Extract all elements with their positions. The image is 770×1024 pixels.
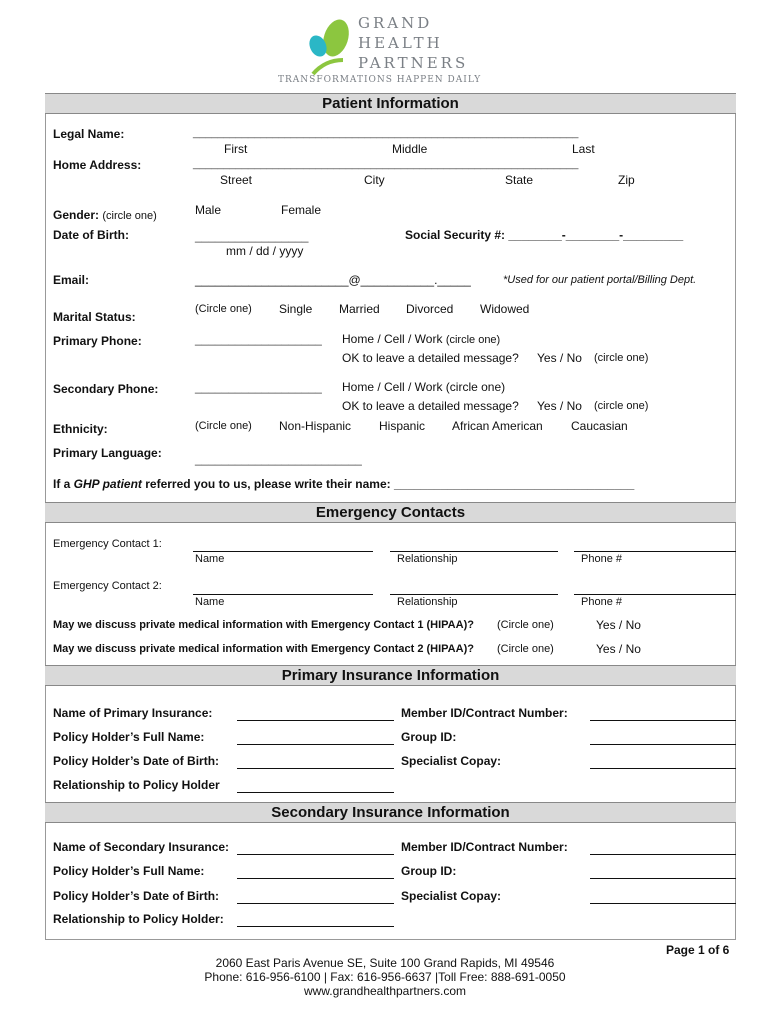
primary-holder-dob-line[interactable] — [237, 768, 394, 769]
primary-phone-label: Primary Phone: — [53, 334, 142, 348]
ec2-relationship-line[interactable] — [390, 594, 558, 595]
secondary-copay-label: Specialist Copay: — [401, 889, 502, 903]
ec1-name-line[interactable] — [193, 551, 373, 552]
secondary-phone-type[interactable]: Home / Cell / Work (circle one) — [342, 380, 506, 394]
ec1-relationship-line[interactable] — [390, 551, 558, 552]
emergency-contact-2-label: Emergency Contact 2: — [53, 580, 162, 592]
legal-name-field[interactable]: _______________________________________________________________ — [193, 127, 579, 139]
zip-caption: Zip — [618, 173, 635, 187]
primary-group-id-line[interactable] — [590, 744, 736, 745]
primary-ins-name-line[interactable] — [237, 720, 394, 721]
marital-married[interactable]: Married — [339, 302, 380, 316]
referral-suffix: referred you to us, please write their name: ____________________________________ — [141, 477, 635, 491]
primary-language-label: Primary Language: — [53, 446, 162, 460]
ec1-phone-line[interactable] — [574, 551, 736, 552]
gender-label — [53, 208, 157, 222]
emergency-contacts-header: Emergency Contacts — [45, 502, 736, 523]
primary-phone-type-note: (circle one) — [445, 334, 501, 346]
secondary-insurance-header: Secondary Insurance Information — [45, 802, 736, 823]
primary-ok-note: (circle one) — [594, 352, 649, 364]
email-field[interactable]: _______________________@___________._____ — [195, 273, 471, 287]
primary-member-id-line[interactable] — [590, 720, 736, 721]
primary-holder-name-label: Policy Holder’s Full Name: — [53, 730, 205, 744]
home-address-label: Home Address: — [53, 158, 142, 172]
primary-relationship-line[interactable] — [237, 792, 394, 793]
secondary-holder-name-line[interactable] — [237, 878, 394, 879]
primary-ok-yes-no[interactable]: Yes / No — [537, 351, 582, 365]
form-bottom-rule — [45, 939, 736, 940]
ec2-name-line[interactable] — [193, 594, 373, 595]
hipaa-1-circle-note: (Circle one) — [497, 619, 554, 631]
page-number: Page 1 of 6 — [666, 943, 730, 957]
secondary-holder-name-label: Policy Holder’s Full Name: — [53, 864, 205, 878]
legal-name-label: Legal Name: — [53, 127, 125, 141]
secondary-relationship-line[interactable] — [237, 926, 394, 927]
street-caption: Street — [220, 173, 253, 187]
logo — [278, 10, 482, 90]
primary-language-field[interactable]: _________________________ — [195, 452, 362, 466]
marital-status-label: Marital Status: — [53, 310, 136, 324]
ethnicity-circle-note: (Circle one) — [195, 420, 252, 432]
secondary-group-id-label: Group ID: — [401, 864, 457, 878]
primary-insurance-header: Primary Insurance Information — [45, 665, 736, 686]
marital-widowed[interactable]: Widowed — [480, 302, 530, 316]
gender-note: (circle one) — [102, 210, 157, 222]
ethnicity-hispanic[interactable]: Hispanic — [379, 419, 426, 433]
ec1-name-caption: Name — [195, 553, 225, 565]
secondary-member-id-label: Member ID/Contract Number: — [401, 840, 568, 854]
dob-field[interactable]: _________________ — [195, 229, 309, 243]
secondary-copay-line[interactable] — [590, 903, 736, 904]
secondary-ok-yes-no[interactable]: Yes / No — [537, 399, 582, 413]
primary-copay-label: Specialist Copay: — [401, 754, 502, 768]
gender-label-text: Gender: — [53, 208, 100, 222]
secondary-holder-dob-line[interactable] — [237, 903, 394, 904]
primary-phone-type[interactable] — [342, 332, 500, 346]
primary-ok-message: OK to leave a detailed message? — [342, 351, 519, 365]
primary-ins-name-label: Name of Primary Insurance: — [53, 706, 213, 720]
male-option[interactable]: Male — [195, 203, 222, 217]
primary-group-id-label: Group ID: — [401, 730, 457, 744]
primary-phone-type-text: Home / Cell / Work — [342, 332, 443, 346]
last-caption: Last — [572, 142, 595, 156]
dob-format: mm / dd / yyyy — [226, 244, 304, 258]
ethnicity-caucasian[interactable]: Caucasian — [571, 419, 628, 433]
home-address-field[interactable]: _______________________________________________________________ — [193, 158, 579, 170]
secondary-ins-name-line[interactable] — [237, 854, 394, 855]
primary-member-id-label: Member ID/Contract Number: — [401, 706, 568, 720]
referral-question[interactable] — [53, 477, 634, 491]
hipaa-1-yes-no[interactable]: Yes / No — [596, 618, 641, 632]
primary-phone-field[interactable]: ___________________ — [195, 332, 322, 346]
emergency-contact-1-label: Emergency Contact 1: — [53, 538, 162, 550]
ec2-name-caption: Name — [195, 596, 225, 608]
hipaa-question-1: May we discuss private medical information with Emergency Contact 1 (HIPAA)? — [53, 619, 474, 631]
email-note: *Used for our patient portal/Billing Dept. — [503, 274, 697, 286]
secondary-phone-field[interactable]: ___________________ — [195, 380, 322, 394]
hipaa-2-circle-note: (Circle one) — [497, 643, 554, 655]
female-option[interactable]: Female — [281, 203, 322, 217]
footer-phones: Phone: 616-956-6100 | Fax: 616-956-6637 |Toll Free: 888-691-0050 — [204, 970, 566, 984]
referral-em: GHP patient — [73, 477, 142, 491]
email-label: Email: — [53, 273, 90, 287]
secondary-ok-note: (circle one) — [594, 400, 649, 412]
leaf-logo-icon — [305, 16, 355, 78]
ec2-phone-line[interactable] — [574, 594, 736, 595]
primary-holder-name-line[interactable] — [237, 744, 394, 745]
logo-tagline: TRANSFORMATIONS HAPPEN DAILY — [278, 75, 482, 85]
secondary-member-id-line[interactable] — [590, 854, 736, 855]
logo-line-2: HEALTH — [358, 34, 443, 52]
first-caption: First — [224, 142, 248, 156]
marital-single[interactable]: Single — [279, 302, 313, 316]
secondary-ins-name-label: Name of Secondary Insurance: — [53, 840, 230, 854]
ec1-phone-caption: Phone # — [581, 553, 622, 565]
primary-copay-line[interactable] — [590, 768, 736, 769]
ec2-phone-caption: Phone # — [581, 596, 622, 608]
footer-address: 2060 East Paris Avenue SE, Suite 100 Grand Rapids, MI 49546 — [215, 956, 555, 970]
primary-holder-dob-label: Policy Holder’s Date of Birth: — [53, 754, 220, 768]
secondary-holder-dob-label: Policy Holder’s Date of Birth: — [53, 889, 220, 903]
ec1-relationship-caption: Relationship — [397, 553, 458, 565]
logo-line-1: GRAND — [358, 14, 433, 32]
ethnicity-non-hispanic[interactable]: Non-Hispanic — [279, 419, 352, 433]
state-caption: State — [505, 173, 534, 187]
patient-info-header: Patient Information — [45, 93, 736, 114]
hipaa-2-yes-no[interactable]: Yes / No — [596, 642, 641, 656]
secondary-ok-message: OK to leave a detailed message? — [342, 399, 519, 413]
footer-website[interactable]: www.grandhealthpartners.com — [303, 984, 467, 998]
marital-circle-note: (Circle one) — [195, 303, 252, 315]
city-caption: City — [364, 173, 385, 187]
ec2-relationship-caption: Relationship — [397, 596, 458, 608]
secondary-group-id-line[interactable] — [590, 878, 736, 879]
primary-relationship-label: Relationship to Policy Holder — [53, 778, 220, 792]
ethnicity-label: Ethnicity: — [53, 422, 108, 436]
ssn-field[interactable]: Social Security #: ________-________-_________ — [405, 228, 684, 242]
marital-divorced[interactable]: Divorced — [406, 302, 454, 316]
ethnicity-african-american[interactable]: African American — [452, 419, 543, 433]
middle-caption: Middle — [392, 142, 428, 156]
logo-line-3: PARTNERS — [358, 54, 469, 72]
referral-prefix: If a — [53, 477, 74, 491]
hipaa-question-2: May we discuss private medical information with Emergency Contact 2 (HIPAA)? — [53, 643, 474, 655]
secondary-relationship-label: Relationship to Policy Holder: — [53, 912, 224, 926]
dob-label: Date of Birth: — [53, 228, 129, 242]
secondary-phone-label: Secondary Phone: — [53, 382, 159, 396]
